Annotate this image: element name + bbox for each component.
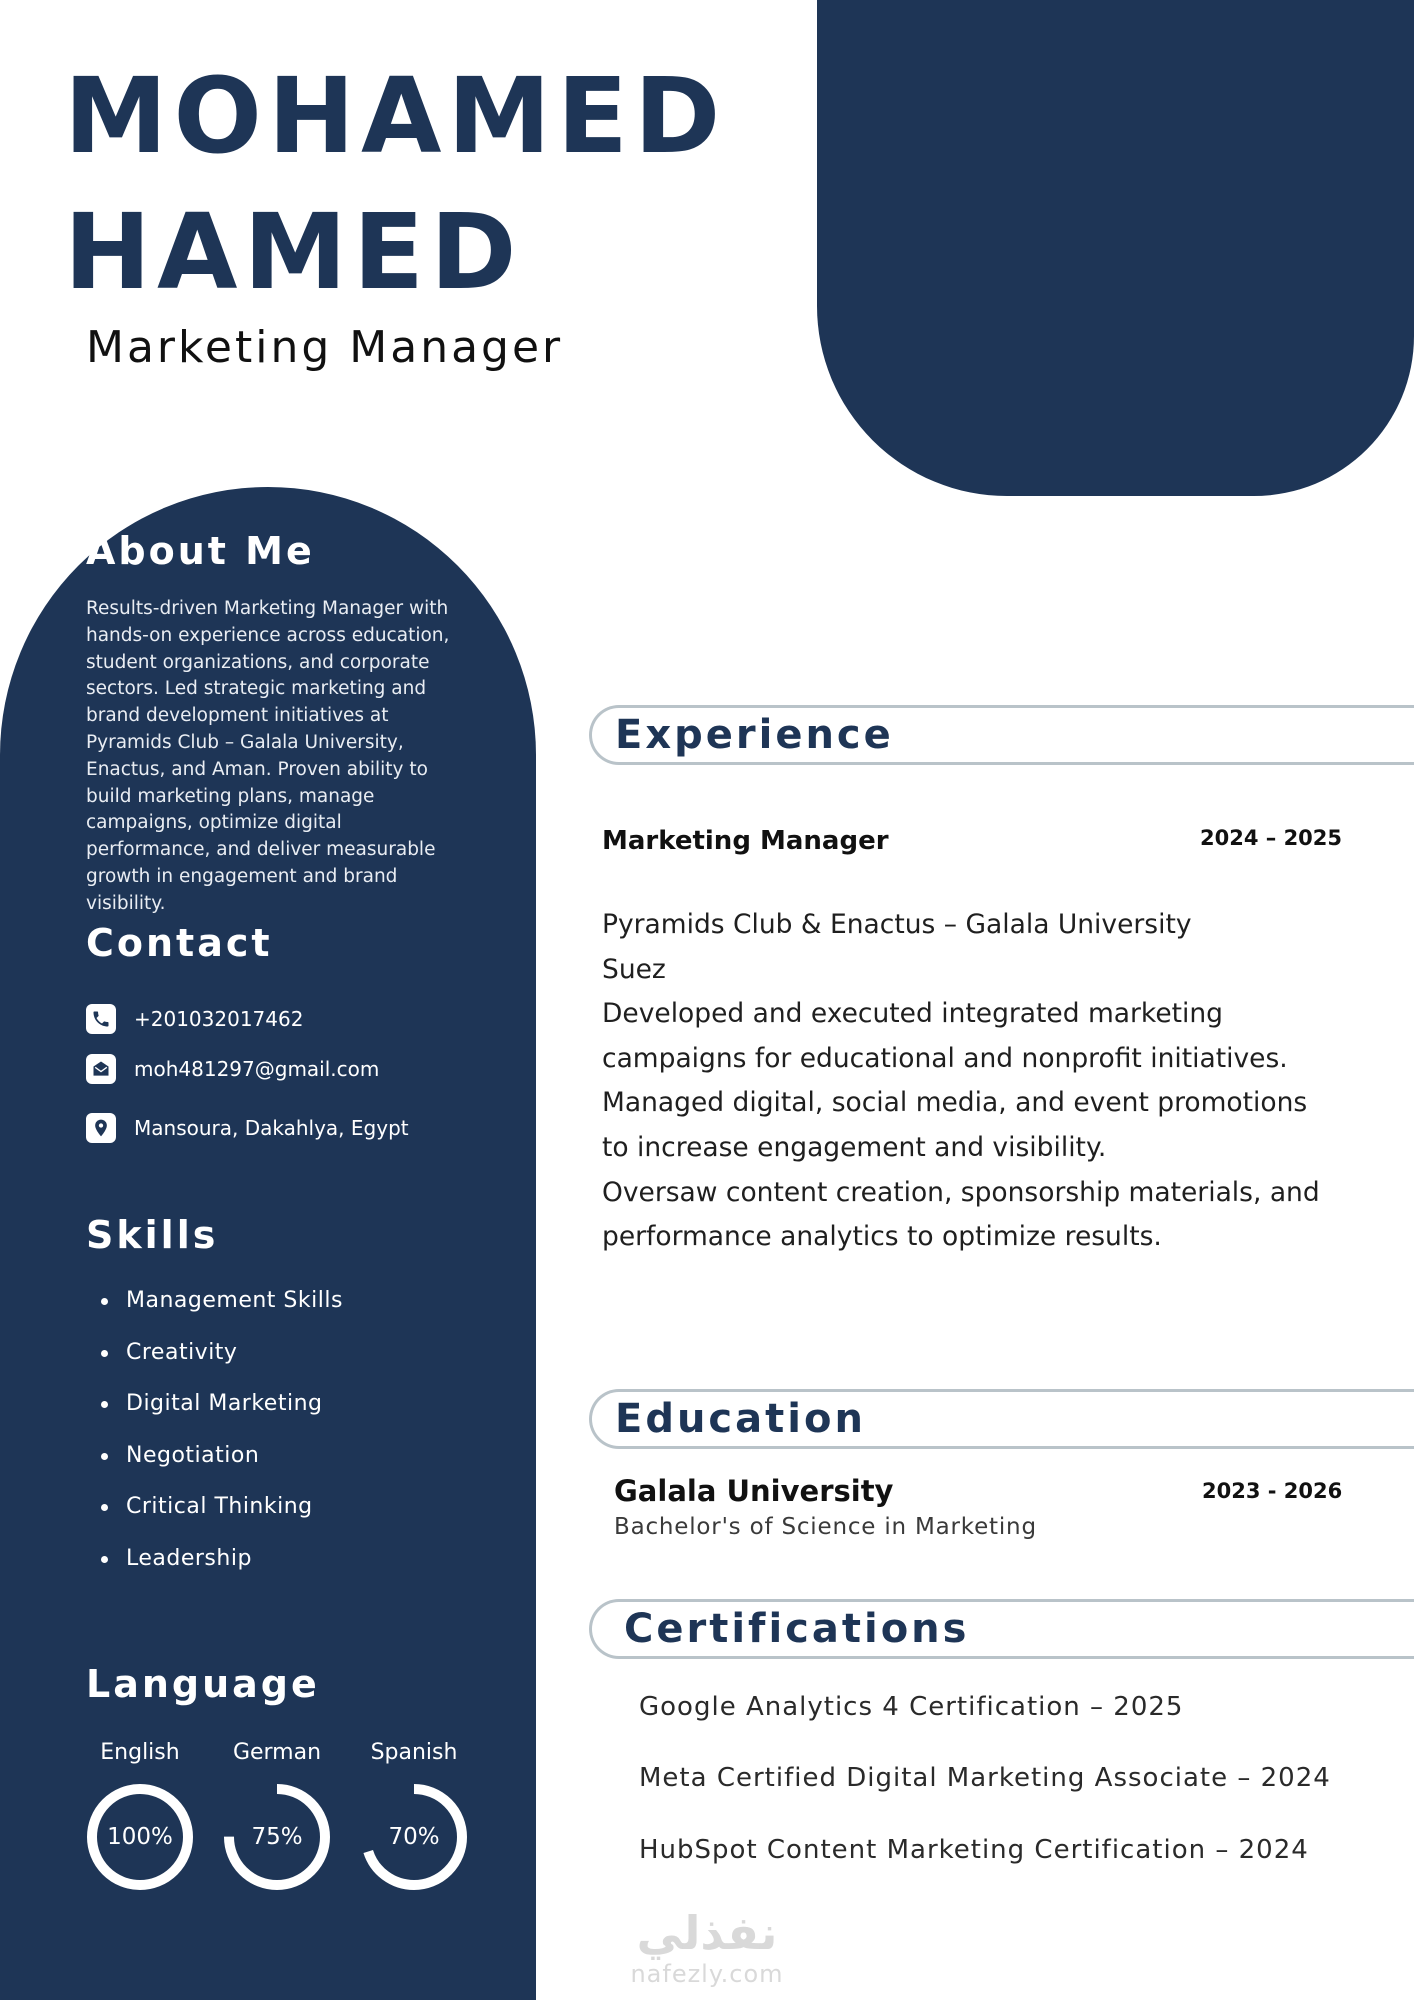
watermark-logo: [622, 1906, 792, 1988]
contact-heading: Contact: [86, 921, 273, 965]
language-heading: Language: [86, 1662, 320, 1706]
contact-email: [86, 1054, 379, 1084]
name-line-last: HAMED: [64, 191, 523, 313]
language-ring: [359, 1782, 469, 1892]
experience-line: Suez: [602, 953, 666, 985]
contact-phone: [86, 1004, 303, 1034]
language-level: 100%: [107, 1824, 173, 1850]
location-text: Mansoura, Dakahlya, Egypt: [134, 1116, 409, 1140]
email-text[interactable]: moh481297@gmail.com: [134, 1057, 380, 1081]
language-ring: [222, 1782, 332, 1892]
certification-item: HubSpot Content Marketing Certification – 2024: [639, 1835, 1309, 1865]
experience-line: to increase engagement and visibility.: [602, 1131, 1107, 1163]
language-name: German: [232, 1740, 322, 1765]
phone-icon: [86, 1004, 116, 1034]
education-header: [589, 1389, 1414, 1449]
certifications-heading: Certifications: [624, 1606, 970, 1652]
job-title: Marketing Manager: [86, 322, 564, 373]
certification-item: Google Analytics 4 Certification – 2025: [639, 1692, 1184, 1722]
skill-item: Negotiation: [101, 1440, 343, 1492]
experience-heading: Experience: [615, 712, 894, 758]
experience-line: Pyramids Club & Enactus – Galala University: [602, 909, 1192, 940]
experience-role: Marketing Manager: [602, 826, 889, 856]
about-text: Results-driven Marketing Manager with hands-on experience across education, student organizations, and corporate sectors. Led strategic marketing and brand development initiatives at Pyramids Club – Galala University, Enactus, and Aman. Proven ability to build marketing plans, manage campaigns, optimize digital performance, and deliver measurable growth in engagement and brand visibility.: [86, 598, 450, 914]
experience-line: campaigns for educational and nonprofit initiatives.: [602, 1042, 1288, 1074]
experience-years: 2024 – 2025: [1200, 826, 1343, 850]
watermark-arabic: نفذلي: [636, 1906, 778, 1960]
language-level: 75%: [251, 1824, 303, 1850]
experience-line: Developed and executed integrated marketing: [602, 998, 1224, 1030]
certifications-header: [589, 1599, 1414, 1659]
skill-item: Critical Thinking: [101, 1491, 343, 1543]
language-english: [85, 1740, 195, 1892]
skills-list: [101, 1285, 343, 1595]
name-line-first: MOHAMED: [64, 55, 727, 177]
sidebar: [0, 487, 536, 2000]
about-heading: About Me: [86, 529, 315, 573]
skill-item: Digital Marketing: [101, 1388, 343, 1440]
location-pin-icon: [86, 1113, 116, 1143]
language-german: [222, 1740, 332, 1892]
experience-line: Oversaw content creation, sponsorship materials, and: [602, 1176, 1320, 1208]
skills-heading: Skills: [86, 1213, 219, 1257]
education-school: Galala University: [614, 1474, 894, 1508]
contact-location: [86, 1113, 409, 1143]
language-spanish: [359, 1740, 469, 1892]
experience-description: [602, 903, 1322, 1260]
phone-text[interactable]: +201032017462: [134, 1007, 304, 1031]
language-name: Spanish: [370, 1740, 458, 1765]
education-degree: Bachelor's of Science in Marketing: [614, 1514, 1037, 1540]
experience-line: Managed digital, social media, and event promotions: [602, 1087, 1308, 1119]
skill-item: Leadership: [101, 1543, 343, 1595]
education-heading: Education: [615, 1396, 866, 1442]
skill-item: Creativity: [101, 1337, 343, 1389]
skill-item: Management Skills: [101, 1285, 343, 1337]
candidate-name: [64, 48, 726, 320]
language-level: 70%: [388, 1824, 440, 1850]
certification-item: Meta Certified Digital Marketing Associate – 2024: [639, 1763, 1331, 1793]
email-icon: [86, 1054, 116, 1084]
experience-line: performance analytics to optimize results.: [602, 1221, 1162, 1253]
education-years: 2023 - 2026: [1202, 1479, 1343, 1503]
language-ring: [85, 1782, 195, 1892]
decorative-header-shape: [817, 0, 1414, 496]
language-name: English: [100, 1740, 180, 1765]
watermark-latin: nafezly.com: [630, 1960, 784, 1988]
experience-header: [589, 705, 1414, 765]
